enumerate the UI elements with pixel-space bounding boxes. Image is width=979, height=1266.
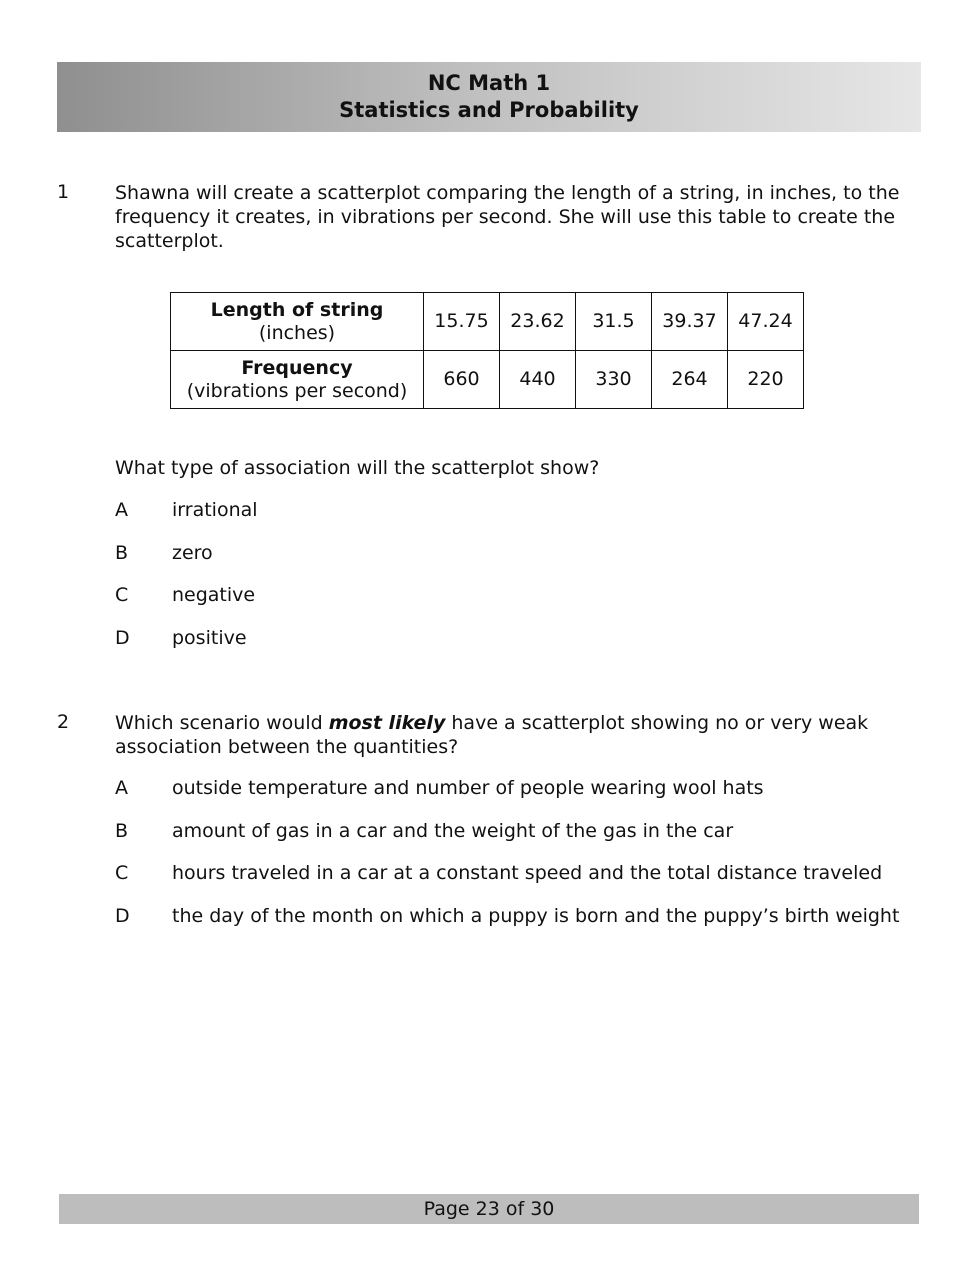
question-stem: Shawna will create a scatterplot comparing the length of a string, in inches, to the frequency it creates, in vibrations per second. She will use this table to create the scatterplot. [115, 182, 900, 252]
choice-text: positive [172, 627, 247, 649]
choice-letter: A [115, 777, 128, 799]
row-header-unit: (inches) [258, 321, 336, 344]
stem-part: Which scenario would [115, 712, 329, 734]
stem-part: have a scatterplot showing no or very weak association between the quantities? [115, 712, 869, 758]
row-header-unit: (vibrations per second) [186, 379, 408, 402]
row-header-frequency [171, 351, 424, 409]
table-cell: 440 [500, 351, 576, 409]
choice-text: hours traveled in a car at a constant speed and the total distance traveled [172, 862, 883, 884]
choice-text: negative [172, 584, 256, 606]
header-course-title: NC Math 1 [427, 71, 551, 95]
choice-letter: A [115, 499, 128, 521]
data-table [170, 292, 804, 409]
row-header-label: Length of string [210, 298, 384, 321]
table-cell: 264 [652, 351, 728, 409]
table-row-length [171, 293, 804, 351]
row-header-label: Frequency [241, 356, 353, 379]
table-cell: 47.24 [728, 293, 804, 351]
table-cell: 39.37 [652, 293, 728, 351]
question-stem [115, 711, 920, 759]
choice-letter: B [115, 820, 129, 842]
choice-letter: B [115, 542, 129, 564]
choice-text: outside temperature and number of people wearing wool hats [172, 777, 764, 799]
row-header-length [171, 293, 424, 351]
choice-letter: D [115, 905, 130, 927]
table-cell: 23.62 [500, 293, 576, 351]
table-cell: 220 [728, 351, 804, 409]
table-cell: 15.75 [424, 293, 500, 351]
page-number: Page 23 of 30 [423, 1198, 555, 1220]
choice-text: amount of gas in a car and the weight of the gas in the car [172, 820, 734, 842]
question-number: 1 [57, 181, 70, 203]
page-footer [59, 1194, 919, 1224]
choice-text: irrational [172, 499, 258, 521]
choice-text: zero [172, 542, 213, 564]
choice-letter: D [115, 627, 130, 649]
table-cell: 330 [576, 351, 652, 409]
table-cell: 31.5 [576, 293, 652, 351]
choice-letter: C [115, 862, 129, 884]
page-header [57, 62, 921, 132]
choice-letter: C [115, 584, 129, 606]
question-number: 2 [57, 711, 70, 733]
stem-emphasis: most likely [328, 712, 446, 734]
question-prompt: What type of association will the scatterplot show? [115, 457, 600, 479]
header-unit-title: Statistics and Probability [339, 98, 639, 122]
choice-text: the day of the month on which a puppy is born and the puppy’s birth weight [172, 905, 900, 927]
table-cell: 660 [424, 351, 500, 409]
table-row-frequency [171, 351, 804, 409]
